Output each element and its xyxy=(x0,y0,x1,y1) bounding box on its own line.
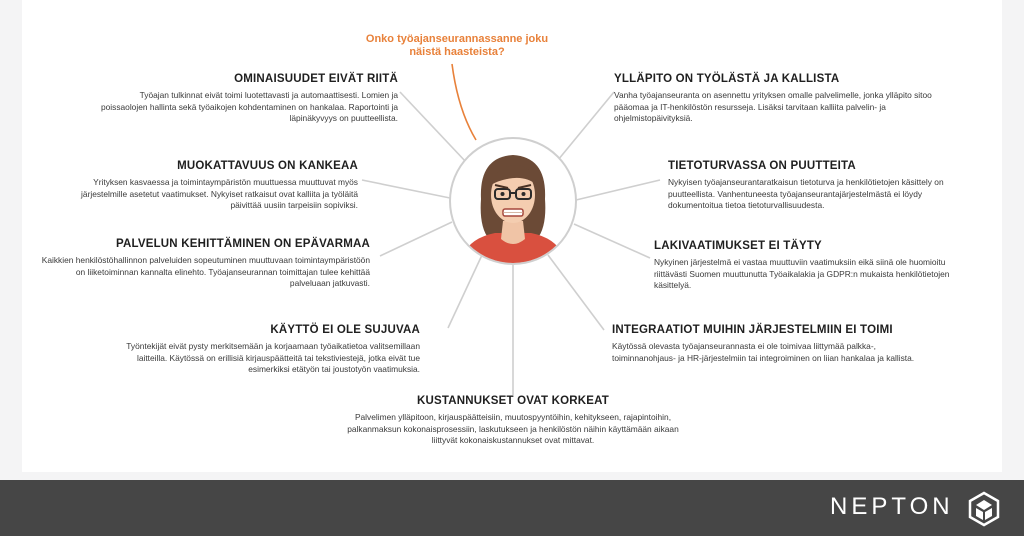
challenge-text: Työajan tulkinnat eivät toimi luotettavasti ja automaattisesti. Lomien ja poissaolojen hallinta sekä työaikojen kohdentaminen on hankalaa. Raportointi ja läpinäkyvyys on puutteellista. xyxy=(100,90,398,124)
challenge-title: YLLÄPITO ON TYÖLÄSTÄ JA KALLISTA xyxy=(614,73,840,85)
challenge-features xyxy=(98,73,398,125)
challenge-maintenance xyxy=(614,73,954,125)
challenge-development xyxy=(40,238,370,290)
challenge-security xyxy=(668,160,978,212)
challenge-title: KÄYTTÖ EI OLE SUJUVAA xyxy=(270,324,420,336)
challenge-text: Palvelimen ylläpitoon, kirjauspäätteisiin, muutospyyntöihin, kehitykseen, rajapintoihin, palkanmaksun kokonaisprosessiin, laskutukseen ja henkilöstön näihin käyttämään aikaan liittyvät kokonaiskustannukset ovat mittavat. xyxy=(347,412,679,446)
challenge-title: LAKIVAATIMUKSET EI TÄYTY xyxy=(654,240,822,252)
nepton-logo-icon xyxy=(966,491,1002,527)
challenge-title: OMINAISUUDET EIVÄT RIITÄ xyxy=(234,73,398,85)
challenge-title: INTEGRAATIOT MUIHIN JÄRJESTELMIIN EI TOIMI xyxy=(612,324,893,336)
challenge-text: Vanha työajanseuranta on asennettu yrityksen omalle palvelimelle, jonka ylläpito sitoo pääomaa ja IT-henkilöstön resursseja. Lisäksi tarvitaan kalliita palvelin- ja ohjelmistopäivityksiä. xyxy=(614,90,932,124)
challenge-legal xyxy=(654,240,954,292)
stressed-person-image xyxy=(451,139,575,263)
challenge-usability xyxy=(110,324,420,376)
challenge-text: Työntekijät eivät pysty merkitsemään ja korjaamaan työaikatietoa valitsemillaan laitteilla. Käytössä on erillisiä kirjauspäätteitä tai tekstiviestejä, jotka eivät tue esimerkiksi etätyön tai joustotyön vaatimuksia. xyxy=(126,341,420,375)
challenge-customization xyxy=(60,160,358,212)
challenge-title: PALVELUN KEHITTÄMINEN ON EPÄVARMAA xyxy=(115,238,370,250)
challenge-text: Yrityksen kasvaessa ja toimintaympäristön muuttuessa muuttuvat myös järjestelmille asetetut vaatimukset. Nykyiset ratkaisut ovat kalliita ja työläitä päivittää uusiin tarpeisiin sopiviksi. xyxy=(81,177,358,211)
challenge-title: MUOKATTAVUUS ON KANKEAA xyxy=(177,160,358,172)
challenge-integrations xyxy=(612,324,932,364)
challenge-text: Nykyisen työajanseurantaratkaisun tietoturva ja henkilötietojen käsittely on puutteellista. Vanhentuneesta työajanseurantajärjestelmästä ei löydy dokumentoitua tietoa tietoturvallisuudesta. xyxy=(668,177,944,211)
question-heading: Onko työajanseurannassanne joku näistä haasteista? xyxy=(365,33,549,58)
challenge-text: Kaikkien henkilöstöhallinnon palveluiden sopeutuminen muuttuvaan toimintaympäristöön on liiketoiminnan kannalta elinehto. Työajanseurannan toimittajan tulee kehittää palveluaan jatkuvasti. xyxy=(41,255,370,289)
challenge-costs xyxy=(338,395,688,447)
challenge-text: Käytössä olevasta työajanseurannasta ei ole toimivaa liittymää palkka-, toiminnanohjaus- ja HR-järjestelmiin tai integroiminen on liian hankalaa ja kallista. xyxy=(612,341,915,363)
challenge-title: TIETOTURVASSA ON PUUTTEITA xyxy=(668,160,856,172)
nepton-logo: NEPTON xyxy=(830,493,954,520)
challenge-title: KUSTANNUKSET OVAT KORKEAT xyxy=(417,395,609,407)
challenge-text: Nykyinen järjestelmä ei vastaa muuttuviin vaatimuksiin eikä siinä ole huomioitu riittävästi Suomen muuttunutta Työaikalakia ja GDPR:n mukaista henkilötietojen käsittelyä. xyxy=(654,257,950,291)
